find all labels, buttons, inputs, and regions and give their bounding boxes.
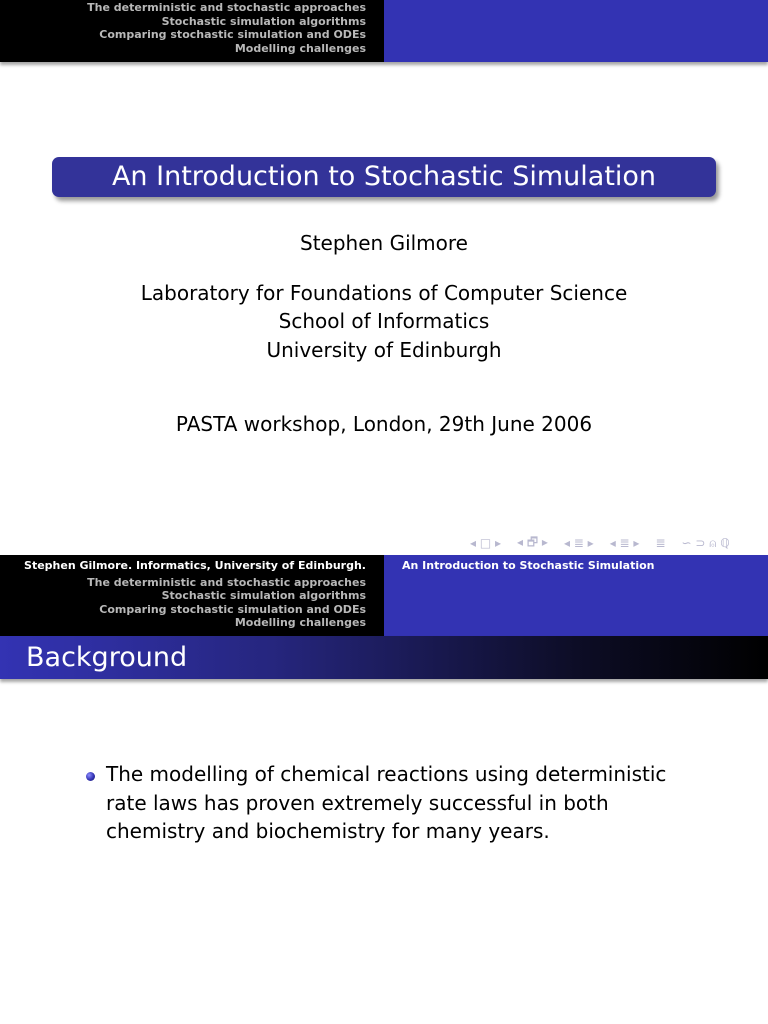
institute-line-2: School of Informatics [278,309,490,333]
bullet-list [80,760,700,846]
subsection-nav-icon[interactable]: ◂ 🗗 ▸ [517,534,548,549]
nav-section-1[interactable]: The deterministic and stochastic approaches [87,575,366,589]
nav-section-4[interactable]: Modelling challenges [234,41,366,55]
bullet-text: The modelling of chemical reactions using deterministic rate laws has proven extremely successful in both chemistry and biochemistry for many years. [106,762,667,843]
section-navigation [0,0,384,62]
search-icon[interactable]: ∽ ⊃ ⍝ ℚ [681,535,730,550]
nav-section-2[interactable]: Stochastic simulation algorithms [161,589,366,603]
short-title: An Introduction to Stochastic Simulation [402,559,655,572]
navigation-symbols [470,535,768,551]
section-nav-icon[interactable]: ◂ ≣ ▸ [563,536,594,550]
frame-nav-icon[interactable]: ◂ □ ▸ [470,536,502,550]
presentation-title: An Introduction to Stochastic Simulation [52,157,716,197]
nav-section-3[interactable]: Comparing stochastic simulation and ODEs [99,28,366,42]
section-navigation [0,555,384,636]
institute-line-1: Laboratory for Foundations of Computer Science [140,281,628,305]
event-date: PASTA workshop, London, 29th June 2006 [175,412,593,436]
nav-section-3[interactable]: Comparing stochastic simulation and ODEs [99,602,366,616]
institute-line-3: University of Edinburgh [266,338,502,362]
align-icon[interactable]: ≣ [655,536,666,550]
headline-right-panel [384,555,768,636]
author: Stephen Gilmore [300,231,468,255]
headline-right-panel [384,0,768,62]
slide1-headline [0,0,768,62]
frame-title: Background [0,636,768,679]
list-item [80,760,700,846]
nav-section-1[interactable]: The deterministic and stochastic approaches [87,1,366,14]
nav-section-2[interactable]: Stochastic simulation algorithms [161,14,366,28]
nav-section-4[interactable]: Modelling challenges [234,616,366,630]
slide2-headline [0,555,768,636]
doc-nav-icon[interactable]: ◂ ≣ ▸ [609,536,640,550]
author-institute: Stephen Gilmore. Informatics, University of Edinburgh. [24,559,366,572]
bullet-icon [86,772,95,781]
